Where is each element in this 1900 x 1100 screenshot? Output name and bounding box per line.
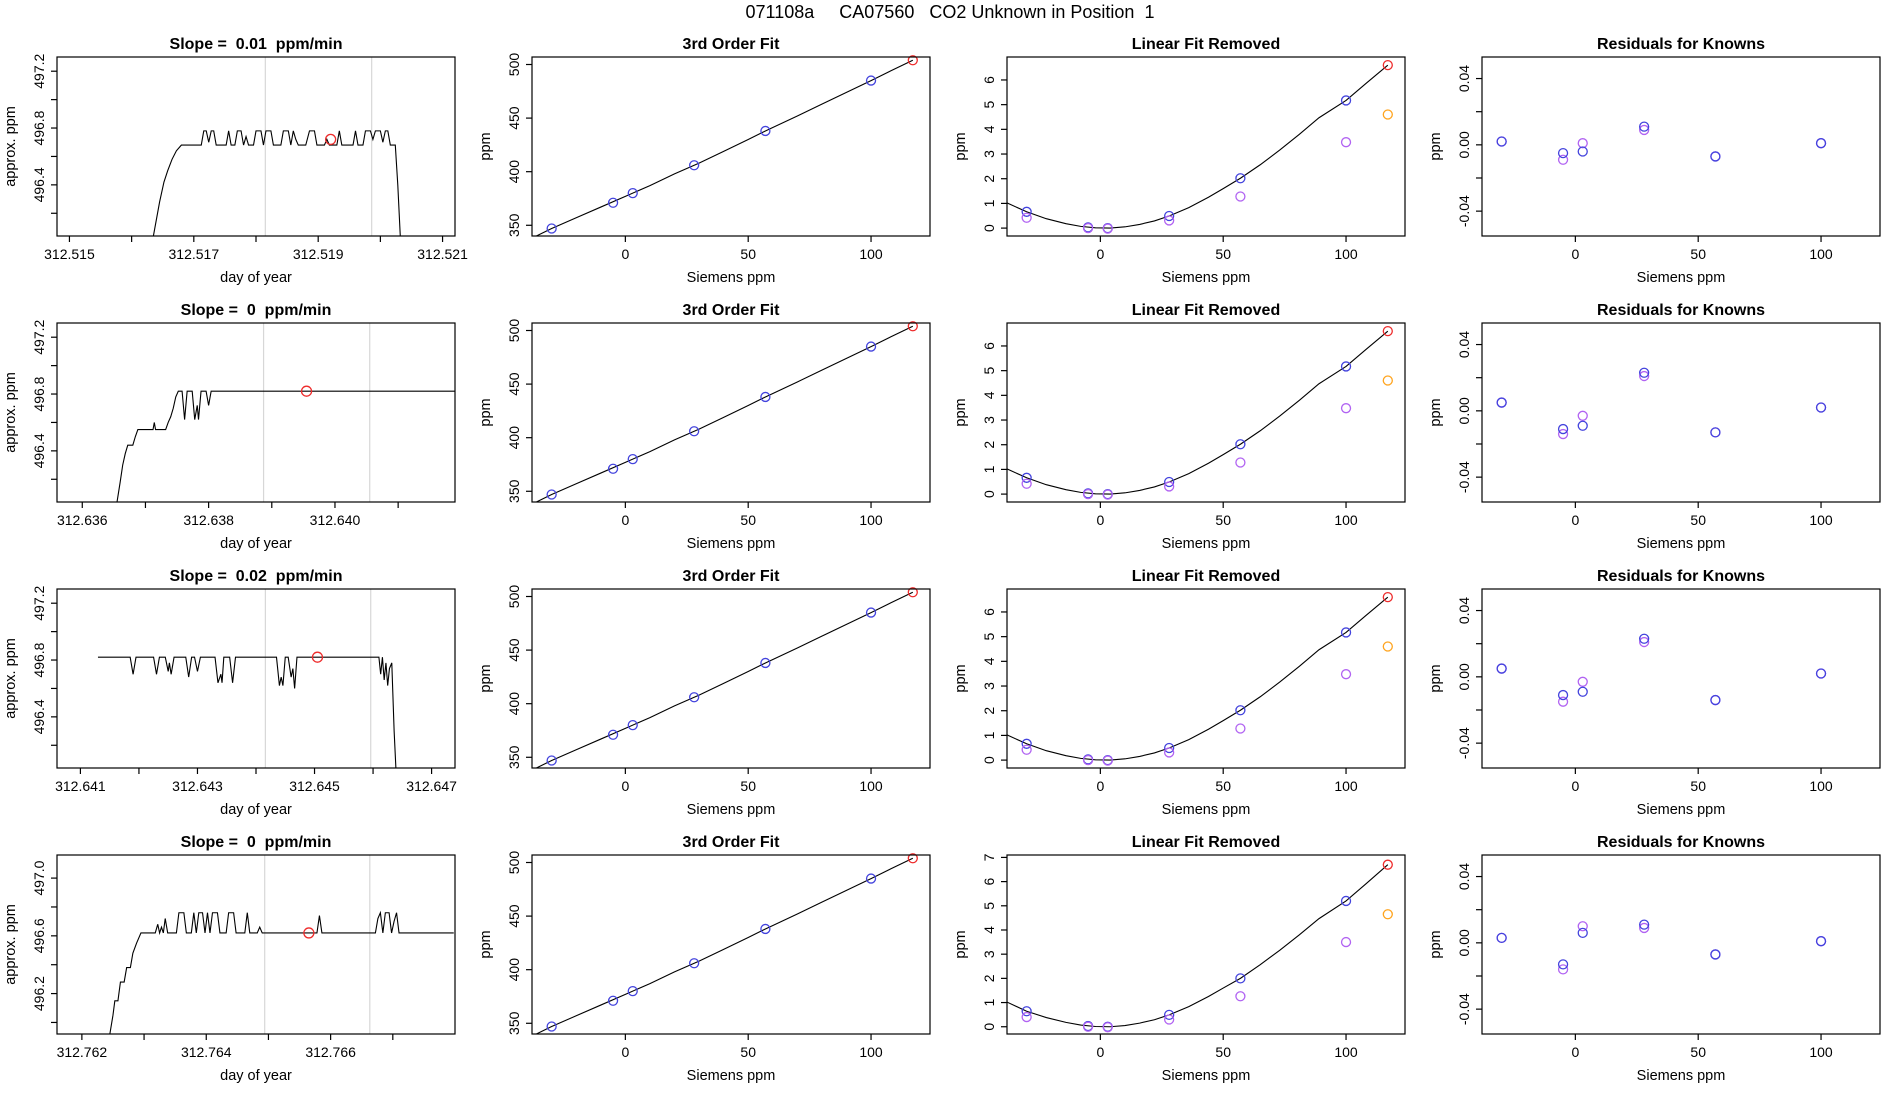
svg-text:ppm: ppm [1428,930,1444,959]
series-points-blue [1022,628,1350,765]
svg-text:3: 3 [981,682,997,690]
svg-text:0.04: 0.04 [1456,862,1472,891]
series-points-red [1383,593,1392,602]
svg-text:0: 0 [621,778,630,794]
svg-text:2: 2 [981,974,997,983]
series-group [1007,597,1388,760]
svg-text:312.641: 312.641 [55,778,106,794]
svg-text:Residuals for Knowns: Residuals for Knowns [1596,302,1766,319]
svg-text:Linear Fit Removed: Linear Fit Removed [1131,834,1281,851]
svg-text:5: 5 [981,100,997,109]
plot-box [57,855,455,1034]
svg-text:Slope = 0 ppm/min: Slope = 0 ppm/min [180,834,332,851]
svg-text:312.766: 312.766 [305,1044,356,1060]
series-line-curve [1007,597,1388,760]
panel-residuals-row2 [1425,300,1900,566]
axes [981,853,1358,1060]
series-points-purple [1497,372,1825,439]
svg-text:50: 50 [740,1044,756,1060]
series-points-blue [1497,634,1825,704]
svg-text:Slope = 0.02 ppm/min: Slope = 0.02 ppm/min [169,568,343,585]
axes [1456,863,1833,1060]
svg-text:0.04: 0.04 [1456,596,1472,625]
svg-text:100: 100 [1809,1044,1833,1060]
svg-text:312.647: 312.647 [406,778,457,794]
svg-text:day of year: day of year [220,536,292,552]
svg-text:100: 100 [1334,778,1358,794]
axes [31,860,393,1060]
svg-text:3rd Order Fit: 3rd Order Fit [682,302,780,319]
svg-text:4: 4 [981,125,997,134]
svg-text:0: 0 [621,512,630,528]
panel-slope-row1 [0,34,475,300]
panel-linear-fit-removed-row3 [950,566,1425,832]
series-points-purple [1497,922,1825,974]
svg-text:100: 100 [1809,512,1833,528]
svg-text:day of year: day of year [220,1068,292,1084]
axes [981,342,1358,528]
svg-text:ppm: ppm [953,664,969,693]
svg-text:50: 50 [1215,778,1231,794]
svg-text:100: 100 [1334,1044,1358,1060]
series-points-blue [1497,122,1825,161]
svg-text:400: 400 [506,692,522,716]
guide-lines [265,855,370,1034]
svg-text:Linear Fit Removed: Linear Fit Removed [1131,568,1281,585]
guide-lines [264,323,370,502]
series-group [1007,331,1388,494]
svg-text:0: 0 [981,756,997,764]
series-group [532,326,913,504]
series-points-red [1383,61,1392,70]
svg-text:6: 6 [981,342,997,350]
series-group [153,131,400,236]
series-line-curve [532,60,913,238]
svg-text:2: 2 [981,706,997,715]
svg-text:496.8: 496.8 [31,376,47,412]
axes [506,53,883,262]
series-group [532,60,913,238]
series-group [1007,65,1388,228]
svg-text:312.519: 312.519 [292,246,344,262]
svg-text:350: 350 [506,745,522,769]
series-group [532,858,913,1036]
svg-text:3rd Order Fit: 3rd Order Fit [682,36,780,53]
panel-slope-row2 [0,300,475,566]
svg-text:450: 450 [506,106,522,130]
svg-text:Siemens ppm: Siemens ppm [686,270,776,286]
svg-text:312.764: 312.764 [180,1044,232,1060]
svg-text:-0.04: -0.04 [1456,993,1472,1026]
series-points-purple [1497,125,1825,164]
svg-text:5: 5 [981,632,997,641]
series-points-purple [1022,938,1350,1032]
svg-text:100: 100 [1334,246,1358,262]
svg-text:0.00: 0.00 [1456,929,1472,957]
svg-text:450: 450 [506,638,522,662]
svg-text:100: 100 [859,512,883,528]
svg-text:1: 1 [981,731,997,740]
svg-text:50: 50 [1215,512,1231,528]
svg-text:50: 50 [1215,1044,1231,1060]
axes [506,851,883,1060]
svg-text:500: 500 [506,318,522,343]
svg-text:350: 350 [506,213,522,237]
svg-text:497.2: 497.2 [31,319,47,355]
series-group [110,913,454,1034]
svg-text:6: 6 [981,76,997,84]
svg-text:497.2: 497.2 [31,585,47,621]
svg-text:50: 50 [740,512,756,528]
panel-linear-fit-removed-row4 [950,832,1425,1098]
svg-text:500: 500 [506,584,522,609]
series-points-blue [1497,920,1825,969]
svg-text:100: 100 [1809,246,1833,262]
svg-text:312.517: 312.517 [168,246,220,262]
axes [1456,65,1833,262]
series-points-orange [1383,110,1392,119]
svg-text:Siemens ppm: Siemens ppm [1636,270,1726,286]
svg-text:0: 0 [1571,1044,1580,1060]
svg-text:0.00: 0.00 [1456,397,1472,425]
series-line-curve [532,592,913,770]
svg-text:2: 2 [981,440,997,449]
svg-text:3: 3 [981,950,997,959]
svg-text:100: 100 [859,1044,883,1060]
svg-text:0: 0 [1096,778,1105,794]
plot-box [1007,855,1405,1034]
axes [1456,597,1833,794]
svg-text:0.00: 0.00 [1456,663,1472,691]
svg-text:496.2: 496.2 [31,976,47,1012]
svg-text:400: 400 [506,426,522,450]
svg-text:497.0: 497.0 [31,860,47,896]
svg-text:Linear Fit Removed: Linear Fit Removed [1131,36,1281,53]
svg-text:Siemens ppm: Siemens ppm [686,1068,776,1084]
svg-text:0: 0 [981,1022,997,1031]
svg-text:400: 400 [506,160,522,184]
svg-text:ppm: ppm [478,132,494,161]
svg-text:-0.04: -0.04 [1456,461,1472,494]
svg-text:ppm: ppm [478,664,494,693]
svg-text:100: 100 [1334,512,1358,528]
plot-box [57,323,455,502]
svg-text:4: 4 [981,391,997,400]
svg-text:Linear Fit Removed: Linear Fit Removed [1131,302,1281,319]
svg-text:day of year: day of year [220,802,292,818]
svg-text:1: 1 [981,199,997,208]
svg-text:Siemens ppm: Siemens ppm [686,802,776,818]
svg-text:ppm: ppm [953,132,969,161]
svg-text:496.8: 496.8 [31,110,47,146]
panel-slope-row4 [0,832,475,1098]
svg-text:0.04: 0.04 [1456,330,1472,359]
svg-text:day of year: day of year [220,270,292,286]
svg-text:0: 0 [981,490,997,498]
series-points-purple [1022,670,1350,765]
svg-text:312.645: 312.645 [289,778,340,794]
svg-text:6: 6 [981,877,997,886]
svg-text:0: 0 [1096,512,1105,528]
svg-text:0: 0 [621,246,630,262]
panel-residuals-row4 [1425,832,1900,1098]
plot-box [1482,855,1880,1034]
svg-text:0.00: 0.00 [1456,131,1472,159]
series-line-curve [110,913,454,1034]
panel-3rd-order-fit-row1 [475,34,950,300]
series-points-blue [1497,368,1825,437]
svg-text:3rd Order Fit: 3rd Order Fit [682,568,780,585]
series-line-curve [532,326,913,504]
svg-text:3: 3 [981,150,997,158]
svg-text:Residuals for Knowns: Residuals for Knowns [1596,834,1766,851]
series-points-orange [1383,376,1392,385]
svg-text:Residuals for Knowns: Residuals for Knowns [1596,36,1766,53]
plot-box [57,589,455,768]
series-points-orange [1383,642,1392,651]
plot-box [532,855,930,1034]
svg-text:ppm: ppm [1428,664,1444,693]
svg-text:100: 100 [859,246,883,262]
svg-text:100: 100 [859,778,883,794]
svg-text:50: 50 [740,246,756,262]
svg-text:0: 0 [1096,246,1105,262]
svg-text:Siemens ppm: Siemens ppm [1161,536,1251,552]
svg-text:312.636: 312.636 [56,512,108,528]
svg-text:312.640: 312.640 [309,512,361,528]
axes [981,608,1358,794]
svg-text:4: 4 [981,926,997,934]
svg-text:-0.04: -0.04 [1456,195,1472,228]
svg-text:5: 5 [981,901,997,910]
svg-text:ppm: ppm [953,398,969,427]
guide-lines [265,57,371,236]
svg-text:350: 350 [506,479,522,503]
svg-text:approx. ppm: approx. ppm [3,106,19,187]
svg-text:496.4: 496.4 [31,699,47,735]
series-points-purple [1022,404,1350,499]
plot-box [532,589,930,768]
svg-text:0: 0 [1096,1044,1105,1060]
svg-text:400: 400 [506,958,522,982]
svg-text:50: 50 [1690,1044,1706,1060]
plot-box [532,57,930,236]
svg-text:0: 0 [981,224,997,232]
series-points-purple [1022,138,1350,233]
svg-text:1: 1 [981,998,997,1007]
series-group [117,391,455,502]
svg-text:100: 100 [1809,778,1833,794]
series-line-curve [532,858,913,1036]
svg-text:0: 0 [1571,778,1580,794]
svg-text:312.762: 312.762 [56,1044,108,1060]
svg-text:312.643: 312.643 [172,778,223,794]
axes [506,585,883,794]
series-line-curve [1007,331,1388,494]
svg-text:312.515: 312.515 [44,246,95,262]
svg-text:3: 3 [981,416,997,424]
svg-text:5: 5 [981,366,997,375]
svg-text:Slope = 0.01 ppm/min: Slope = 0.01 ppm/min [169,36,343,53]
series-group [98,657,396,768]
svg-text:450: 450 [506,372,522,396]
axes [31,319,398,528]
svg-text:50: 50 [740,778,756,794]
series-points-purple [1497,638,1825,707]
svg-text:Siemens ppm: Siemens ppm [1161,1068,1251,1084]
svg-text:4: 4 [981,657,997,666]
svg-text:0: 0 [621,1044,630,1060]
svg-text:50: 50 [1690,778,1706,794]
svg-text:6: 6 [981,608,997,616]
svg-text:ppm: ppm [478,930,494,959]
svg-text:ppm: ppm [1428,132,1444,161]
svg-text:Residuals for Knowns: Residuals for Knowns [1596,568,1766,585]
svg-text:500: 500 [506,52,522,77]
svg-text:50: 50 [1690,246,1706,262]
svg-text:approx. ppm: approx. ppm [3,904,19,985]
panel-3rd-order-fit-row2 [475,300,950,566]
series-points-red [1383,860,1392,869]
svg-text:496.6: 496.6 [31,918,47,954]
panel-residuals-row1 [1425,34,1900,300]
svg-text:312.638: 312.638 [183,512,234,528]
svg-text:ppm: ppm [953,930,969,959]
series-points-red [1383,327,1392,336]
svg-text:Siemens ppm: Siemens ppm [1636,536,1726,552]
svg-text:0: 0 [1571,512,1580,528]
plot-box [1482,57,1880,236]
svg-text:497.2: 497.2 [31,53,47,89]
svg-text:approx. ppm: approx. ppm [3,638,19,719]
svg-text:Slope = 0 ppm/min: Slope = 0 ppm/min [180,302,332,319]
svg-text:2: 2 [981,174,997,183]
series-group [1007,865,1388,1027]
axes [31,53,468,262]
panel-linear-fit-removed-row2 [950,300,1425,566]
svg-text:500: 500 [506,850,522,875]
svg-text:350: 350 [506,1011,522,1035]
svg-text:Siemens ppm: Siemens ppm [1636,802,1726,818]
axes [981,76,1358,262]
svg-text:Siemens ppm: Siemens ppm [1161,270,1251,286]
figure-title: 071108a CA07560 CO2 Unknown in Position 1 [745,2,1155,22]
svg-text:50: 50 [1690,512,1706,528]
series-points-blue [1022,362,1350,499]
series-points-blue [1022,896,1350,1031]
svg-text:0.04: 0.04 [1456,64,1472,93]
svg-text:0: 0 [1571,246,1580,262]
series-line-curve [153,131,400,236]
series-line-curve [117,391,455,502]
series-line-curve [1007,65,1388,228]
svg-text:ppm: ppm [478,398,494,427]
svg-text:7: 7 [981,853,997,862]
svg-text:-0.04: -0.04 [1456,727,1472,760]
plot-box [532,323,930,502]
svg-text:3rd Order Fit: 3rd Order Fit [682,834,780,851]
svg-text:496.8: 496.8 [31,642,47,678]
panel-linear-fit-removed-row1 [950,34,1425,300]
svg-text:Siemens ppm: Siemens ppm [1161,802,1251,818]
svg-text:Siemens ppm: Siemens ppm [1636,1068,1726,1084]
axes [1456,331,1833,528]
series-line-curve [98,657,396,768]
panel-grid [0,34,1900,1098]
svg-text:312.521: 312.521 [417,246,468,262]
series-points-orange [1383,910,1392,919]
series-group [532,592,913,770]
panel-slope-row3 [0,566,475,832]
svg-text:496.4: 496.4 [31,167,47,203]
svg-text:ppm: ppm [1428,398,1444,427]
svg-text:450: 450 [506,904,522,928]
series-points-blue [1022,96,1350,233]
svg-text:Siemens ppm: Siemens ppm [686,536,776,552]
panel-3rd-order-fit-row4 [475,832,950,1098]
panel-residuals-row3 [1425,566,1900,832]
panel-3rd-order-fit-row3 [475,566,950,832]
svg-text:50: 50 [1215,246,1231,262]
svg-text:1: 1 [981,465,997,474]
svg-text:496.4: 496.4 [31,433,47,469]
svg-text:approx. ppm: approx. ppm [3,372,19,453]
axes [506,319,883,528]
series-line-curve [1007,865,1388,1027]
